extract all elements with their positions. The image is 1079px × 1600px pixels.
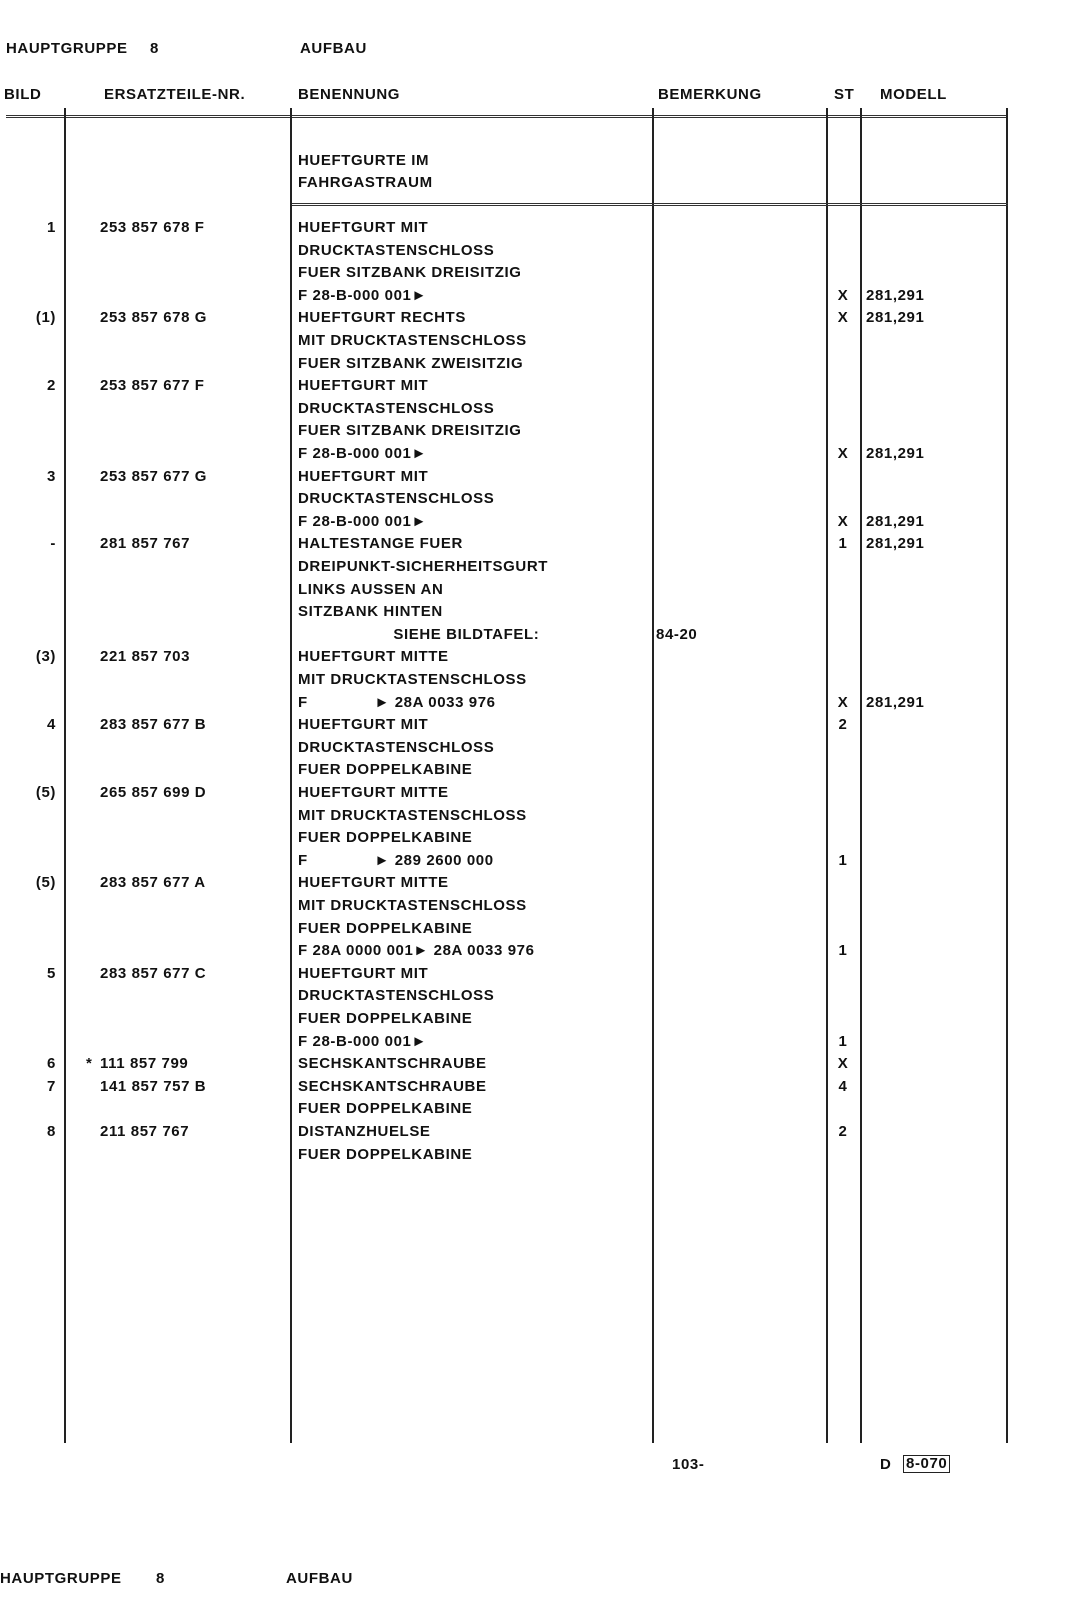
- model: 281,291: [866, 286, 925, 304]
- quantity: 1: [838, 1032, 848, 1050]
- item-number: 1: [47, 219, 56, 236]
- designation: FUER DOPPELKABINE: [298, 1100, 473, 1118]
- section-title-line: HUEFTGURTE IM: [298, 152, 430, 169]
- col-bild: BILD: [4, 86, 42, 103]
- item-number: -: [50, 535, 56, 553]
- table-row: [0, 511, 1079, 534]
- designation: SITZBANK HINTEN: [298, 603, 443, 621]
- item-number: (1): [35, 309, 56, 327]
- designation: FUER DOPPELKABINE: [298, 1010, 473, 1027]
- group-name: AUFBAU: [300, 40, 367, 57]
- table-row: [0, 1053, 1079, 1076]
- designation: HUEFTGURT MIT: [298, 716, 429, 734]
- part-number: 283 857 677 B: [100, 716, 207, 734]
- table-row: [0, 1144, 1079, 1167]
- col-designation: BENENNUNG: [298, 86, 401, 103]
- designation: DREIPUNKT-SICHERHEITSGURT: [298, 558, 549, 575]
- designation: MIT DRUCKTASTENSCHLOSS: [298, 806, 527, 824]
- table-row: [0, 737, 1079, 760]
- designation: SECHSKANTSCHRAUBE: [298, 1055, 487, 1073]
- table-row: [0, 669, 1079, 692]
- designation: HUEFTGURT MITTE: [298, 648, 449, 666]
- designation: F ► 28A 0033 976: [298, 693, 496, 711]
- group-number: 8: [150, 40, 159, 57]
- quantity: X: [837, 309, 849, 327]
- table-row: [0, 895, 1079, 918]
- designation: HALTESTANGE FUER: [298, 535, 463, 553]
- col-model: MODELL: [880, 86, 947, 103]
- table-row: [0, 985, 1079, 1008]
- designation: F 28-B-000 001►: [298, 512, 427, 530]
- table-row: [0, 601, 1079, 624]
- table-row: [0, 533, 1079, 556]
- item-number: 5: [47, 964, 56, 982]
- quantity: 4: [838, 1077, 848, 1095]
- table-row: [0, 217, 1079, 240]
- group-number: 8: [156, 1570, 165, 1587]
- model: 281,291: [866, 535, 925, 553]
- table-row: [0, 714, 1079, 737]
- table-row: [0, 466, 1079, 489]
- table-row: [0, 307, 1079, 330]
- group-label: HAUPTGRUPPE: [0, 1570, 122, 1587]
- table-row: [0, 850, 1079, 873]
- part-number: 281 857 767: [100, 535, 191, 553]
- remark: 84-20: [656, 625, 698, 643]
- table-row: [0, 963, 1079, 986]
- quantity: X: [837, 1055, 849, 1073]
- page-reference: 8-070: [903, 1455, 950, 1473]
- item-number: 6: [47, 1055, 56, 1073]
- designation: HUEFTGURT MIT: [298, 377, 429, 395]
- designation: DRUCKTASTENSCHLOSS: [298, 399, 495, 417]
- new-part-marker: *: [86, 1055, 93, 1073]
- table-row: [0, 262, 1079, 285]
- designation: HUEFTGURT MIT: [298, 219, 429, 236]
- table-row: [0, 1031, 1079, 1054]
- group-name: AUFBAU: [286, 1570, 353, 1587]
- table-row: [0, 579, 1079, 602]
- designation: F 28-B-000 001►: [298, 1032, 427, 1050]
- part-number: 111 857 799: [100, 1055, 189, 1073]
- table-row: [0, 782, 1079, 805]
- designation: F 28-B-000 001►: [298, 445, 427, 462]
- table-row: [0, 692, 1079, 715]
- designation: FUER SITZBANK DREISITZIG: [298, 264, 522, 282]
- designation: DRUCKTASTENSCHLOSS: [298, 738, 495, 756]
- designation: HUEFTGURT MIT: [298, 467, 429, 485]
- designation: LINKS AUSSEN AN: [298, 580, 444, 598]
- designation: FUER DOPPELKABINE: [298, 1145, 473, 1163]
- designation: HUEFTGURT MITTE: [298, 874, 449, 892]
- item-number: (5): [35, 784, 56, 801]
- table-row: [0, 1008, 1079, 1031]
- table-row: [0, 1121, 1079, 1144]
- table-row: [0, 443, 1079, 466]
- designation: DRUCKTASTENSCHLOSS: [298, 987, 495, 1005]
- designation: MIT DRUCKTASTENSCHLOSS: [298, 671, 527, 688]
- designation: F 28-B-000 001►: [298, 286, 427, 304]
- designation: MIT DRUCKTASTENSCHLOSS: [298, 332, 527, 349]
- item-number: 3: [47, 467, 56, 485]
- model: 281,291: [866, 512, 925, 530]
- col-remark: BEMERKUNG: [658, 86, 762, 103]
- table-row: [0, 556, 1079, 579]
- model: 281,291: [866, 309, 925, 327]
- table-row: [0, 285, 1079, 308]
- designation: FUER SITZBANK DREISITZIG: [298, 422, 522, 440]
- designation: DRUCKTASTENSCHLOSS: [298, 241, 495, 259]
- table-row: [0, 353, 1079, 376]
- quantity: X: [837, 693, 849, 711]
- table-row: [0, 398, 1079, 421]
- designation: F 28A 0000 001► 28A 0033 976: [298, 942, 535, 960]
- table-row: [0, 624, 1079, 647]
- quantity: X: [837, 445, 849, 462]
- part-number: 141 857 757 B: [100, 1077, 207, 1095]
- table-row: [0, 330, 1079, 353]
- designation: FUER DOPPELKABINE: [298, 829, 473, 847]
- table-row: [0, 827, 1079, 850]
- col-qty: ST: [834, 86, 855, 103]
- part-number: 253 857 678 F: [100, 219, 205, 236]
- section-title-line: FAHRGASTRAUM: [298, 174, 433, 191]
- designation: SECHSKANTSCHRAUBE: [298, 1077, 487, 1095]
- part-number: 211 857 767: [100, 1123, 190, 1140]
- item-number: 7: [47, 1077, 56, 1095]
- item-number: 8: [47, 1123, 56, 1140]
- table-row: [0, 375, 1079, 398]
- designation: HUEFTGURT MITTE: [298, 784, 449, 801]
- part-number: 265 857 699 D: [100, 784, 207, 801]
- table-row: [0, 759, 1079, 782]
- item-number: 2: [47, 377, 56, 395]
- quantity: X: [837, 512, 849, 530]
- table-row: [0, 940, 1079, 963]
- designation: DISTANZHUELSE: [298, 1123, 431, 1140]
- quantity: 1: [838, 535, 848, 553]
- designation: SIEHE BILDTAFEL:: [298, 625, 540, 643]
- designation: DRUCKTASTENSCHLOSS: [298, 490, 495, 508]
- item-number: (3): [35, 648, 56, 666]
- page-number: 103-: [672, 1456, 705, 1473]
- table-row: [0, 488, 1079, 511]
- table-row: [0, 805, 1079, 828]
- designation: F ► 289 2600 000: [298, 851, 494, 869]
- part-number: 283 857 677 C: [100, 964, 207, 982]
- part-number: 283 857 677 A: [100, 874, 206, 892]
- section-rule: [292, 203, 1008, 206]
- designation: FUER DOPPELKABINE: [298, 919, 473, 937]
- table-row: [0, 240, 1079, 263]
- designation: FUER DOPPELKABINE: [298, 761, 473, 779]
- quantity: 2: [838, 716, 848, 734]
- item-number: (5): [35, 874, 56, 892]
- designation: HUEFTGURT RECHTS: [298, 309, 466, 327]
- table-row: [0, 420, 1079, 443]
- designation: FUER SITZBANK ZWEISITZIG: [298, 354, 524, 372]
- model: 281,291: [866, 445, 925, 462]
- designation: HUEFTGURT MIT: [298, 964, 429, 982]
- quantity: X: [837, 286, 849, 304]
- part-number: 253 857 677 F: [100, 377, 205, 395]
- header-rule: [6, 115, 1008, 118]
- table-row: [0, 918, 1079, 941]
- group-label: HAUPTGRUPPE: [6, 40, 128, 57]
- quantity: 1: [838, 942, 848, 960]
- part-number: 253 857 678 G: [100, 309, 208, 327]
- quantity: 1: [838, 851, 848, 869]
- table-row: [0, 872, 1079, 895]
- part-number: 221 857 703: [100, 648, 191, 666]
- table-row: [0, 1076, 1079, 1099]
- table-row: [0, 1098, 1079, 1121]
- part-number: 253 857 677 G: [100, 467, 208, 485]
- model: 281,291: [866, 693, 925, 711]
- designation: MIT DRUCKTASTENSCHLOSS: [298, 897, 527, 914]
- quantity: 2: [838, 1123, 848, 1140]
- table-row: [0, 646, 1079, 669]
- item-number: 4: [47, 716, 56, 734]
- language-code: D: [880, 1456, 892, 1473]
- col-part-number: ERSATZTEILE-NR.: [104, 86, 246, 103]
